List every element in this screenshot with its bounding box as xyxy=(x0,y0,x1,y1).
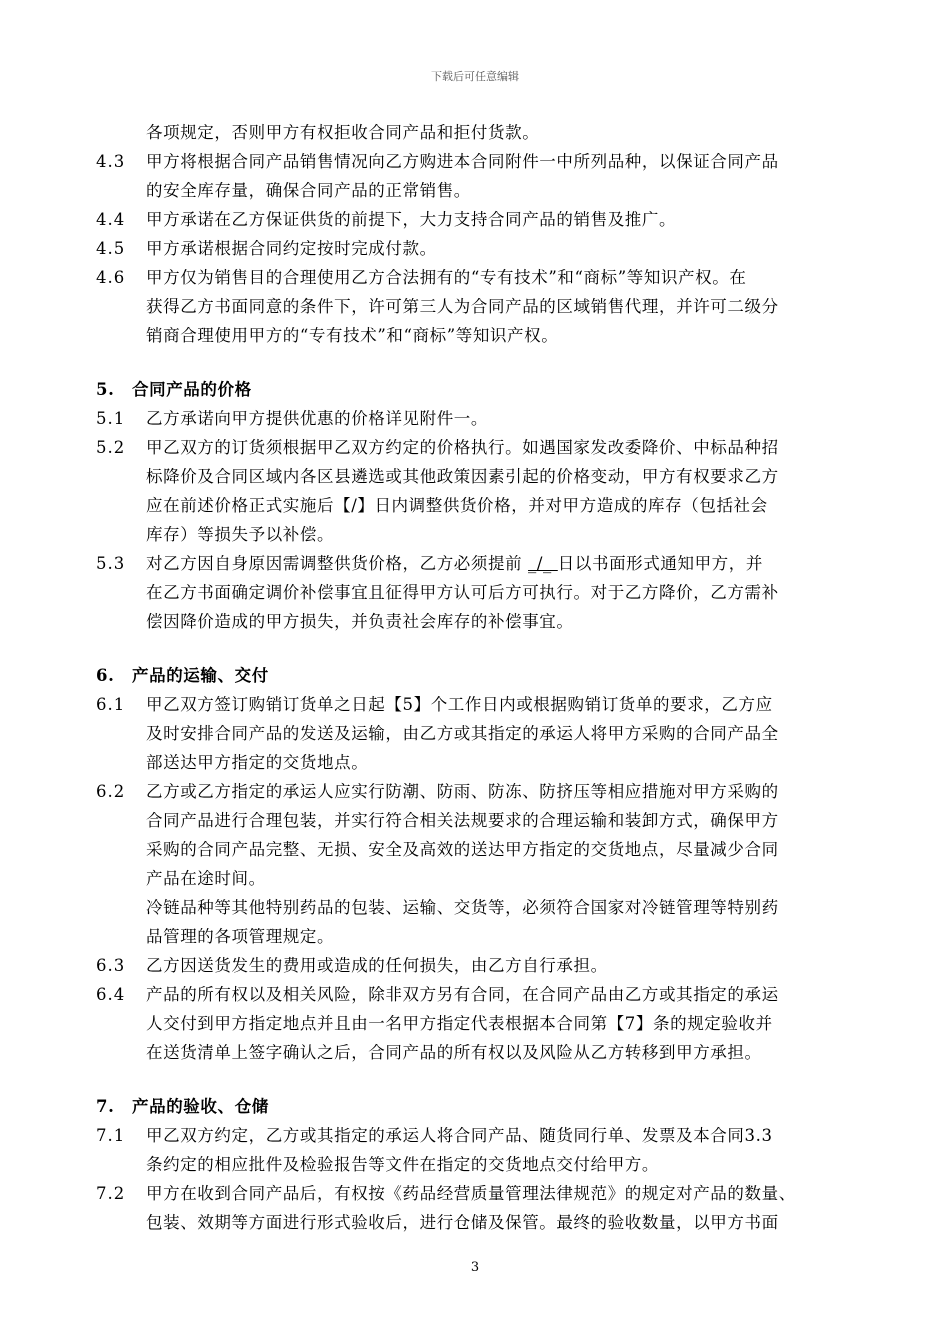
text-line: 乙方或乙方指定的承运人应实行防潮、防雨、防冻、防挤压等相应措施对甲方采购的 xyxy=(146,782,779,801)
text-line: 部送达甲方指定的交货地点。 xyxy=(146,753,369,772)
text-line: 合同产品进行合理包装，并实行符合相关法规要求的合理运输和装卸方式，确保甲方 xyxy=(146,811,779,830)
text-line: 对乙方因自身原因需调整供货价格，乙方必须提前 xyxy=(146,554,529,573)
clause-4-3 xyxy=(96,147,856,176)
text-line: 产品的所有权以及相关风险，除非双方另有合同，在合同产品由乙方或其指定的承运 xyxy=(146,985,779,1004)
clause-7-2 xyxy=(96,1179,856,1208)
text-line: 在乙方书面确定调价补偿事宜且征得甲方认可后方可执行。对于乙方降价，乙方需补 xyxy=(146,583,779,602)
text-line: 获得乙方书面同意的条件下，许可第三人为合同产品的区域销售代理，并许可二级分 xyxy=(146,297,779,316)
text-line: 人交付到甲方指定地点并且由一名甲方指定代表根据本合同第【7】条的规定验收并 xyxy=(146,1014,773,1033)
clause-number: 5.3 xyxy=(96,554,126,573)
text-line: 标降价及合同区域内各区县遴选或其他政策因素引起的价格变动，甲方有权要求乙方 xyxy=(146,467,779,486)
clause-6-4 xyxy=(96,980,856,1009)
clause-number: 6.4 xyxy=(96,985,126,1004)
text-line: 甲方承诺根据合同约定按时完成付款。 xyxy=(146,239,437,258)
clause-6-2 xyxy=(96,777,856,806)
clause-5-2 xyxy=(96,433,856,462)
clause-number: 4.5 xyxy=(96,239,126,258)
text-line: 在送货清单上签字确认之后，合同产品的所有权以及风险从乙方转移到甲方承担。 xyxy=(146,1043,762,1062)
text-line: 产品在途时间。 xyxy=(146,869,266,888)
section-number: 5. xyxy=(96,380,115,399)
text-line: 包装、效期等方面进行形式验收后，进行仓储及保管。最终的验收数量，以甲方书面 xyxy=(146,1213,779,1232)
clause-number: 6.2 xyxy=(96,782,126,801)
clause-7-1 xyxy=(96,1121,856,1150)
section-heading-7 xyxy=(96,1092,856,1121)
text-line: 冷链品种等其他特别药品的包装、运输、交货等，必须符合国家对冷链管理等特别药 xyxy=(146,898,779,917)
text-line: 甲乙双方签订购销订货单之日起【5】个工作日内或根据购销订货单的要求，乙方应 xyxy=(146,695,773,714)
clause-number: 6.3 xyxy=(96,956,126,975)
clause-5-3 xyxy=(96,549,856,578)
text-line: 甲乙双方的订货须根据甲乙双方约定的价格执行。如遇国家发改委降价、中标品种招 xyxy=(146,438,779,457)
clause-number: 7.2 xyxy=(96,1184,126,1203)
clause-4-5 xyxy=(96,234,856,263)
section-heading-5 xyxy=(96,375,856,404)
text-line: 库存）等损失予以补偿。 xyxy=(146,525,335,544)
document-body xyxy=(96,118,856,1237)
text-line: 甲乙双方约定，乙方或其指定的承运人将合同产品、随货同行单、发票及本合同3.3 xyxy=(146,1126,773,1145)
clause-number: 7.1 xyxy=(96,1126,126,1145)
text-line: 甲方仅为销售目的合理使用乙方合法拥有的“专有技术”和“商标”等知识产权。在 xyxy=(146,268,747,287)
section-title: 产品的运输、交付 xyxy=(132,666,269,685)
text-line: 甲方在收到合同产品后，有权按《药品经营质量管理法律规范》的规定对产品的数量、 xyxy=(146,1184,796,1203)
text-line: 乙方因送货发生的费用或造成的任何损失，由乙方自行承担。 xyxy=(146,956,608,975)
text-line: 日以书面形式通知甲方，并 xyxy=(557,554,763,573)
text-line: 甲方承诺在乙方保证供货的前提下，大力支持合同产品的销售及推广。 xyxy=(146,210,677,229)
text-line: 品管理的各项管理规定。 xyxy=(146,927,335,946)
text-line: 甲方将根据合同产品销售情况向乙方购进本合同附件一中所列品种，以保证合同产品 xyxy=(146,152,779,171)
section-number: 6. xyxy=(96,666,115,685)
text-line: 偿因降价造成的甲方损失，并负责社会库存的补偿事宜。 xyxy=(146,612,574,631)
clause-number: 5.2 xyxy=(96,438,126,457)
text-line: 销商合理使用甲方的“专有技术”和“商标”等知识产权。 xyxy=(146,326,559,345)
clause-5-1 xyxy=(96,404,856,433)
text-line: 及时安排合同产品的发送及运输，由乙方或其指定的承运人将甲方采购的合同产品全 xyxy=(146,724,779,743)
section-heading-6 xyxy=(96,661,856,690)
text-line: 应在前述价格正式实施后【/】日内调整供货价格，并对甲方造成的库存（包括社会 xyxy=(146,496,768,515)
blank-field: _/_ xyxy=(528,554,558,573)
clause-number: 4.4 xyxy=(96,210,126,229)
text-line: 各项规定，否则甲方有权拒收合同产品和拒付货款。 xyxy=(146,123,540,142)
page-number: 3 xyxy=(470,1260,480,1275)
clause-number: 4.6 xyxy=(96,268,126,287)
text-line: 条约定的相应批件及检验报告等文件在指定的交货地点交付给甲方。 xyxy=(146,1155,659,1174)
text-line: 采购的合同产品完整、无损、安全及高效的送达甲方指定的交货地点，尽量减少合同 xyxy=(146,840,779,859)
clause-number: 4.3 xyxy=(96,152,126,171)
page-header: 下载后可任意编辑 xyxy=(431,70,519,83)
clause-4-4 xyxy=(96,205,856,234)
clause-number: 6.1 xyxy=(96,695,126,714)
clause-6-1 xyxy=(96,690,856,719)
section-title: 产品的验收、仓储 xyxy=(132,1097,269,1116)
text-line: 的安全库存量，确保合同产品的正常销售。 xyxy=(146,181,471,200)
clause-6-3 xyxy=(96,951,856,980)
section-number: 7. xyxy=(96,1097,115,1116)
section-title: 合同产品的价格 xyxy=(132,380,252,399)
clause-4-6 xyxy=(96,263,856,292)
clause-number: 5.1 xyxy=(96,409,126,428)
text-line: 乙方承诺向甲方提供优惠的价格详见附件一。 xyxy=(146,409,488,428)
